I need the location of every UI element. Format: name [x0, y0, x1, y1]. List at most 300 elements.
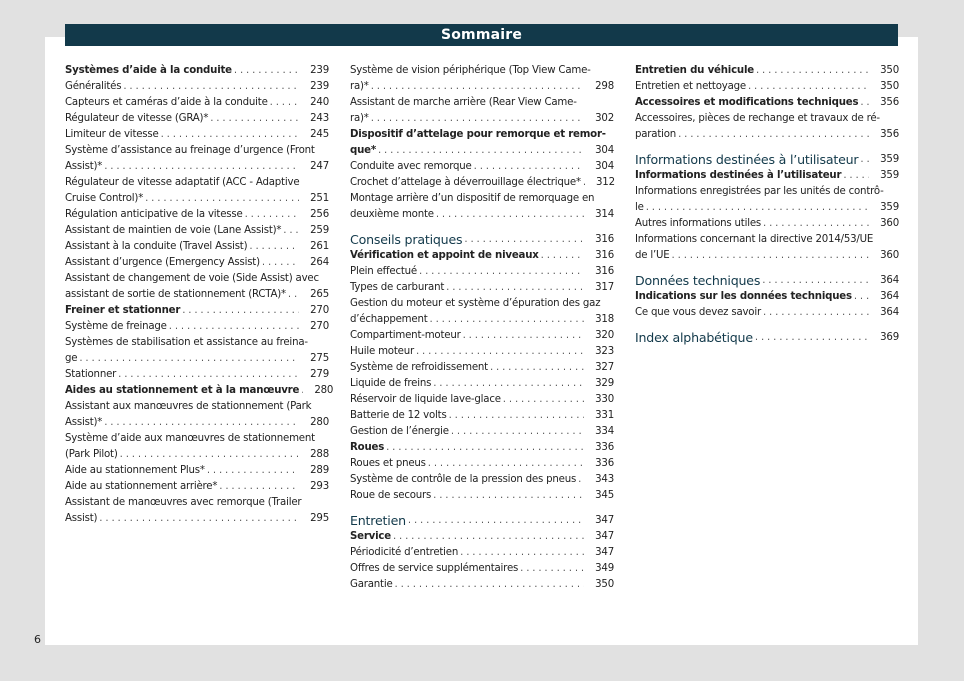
toc-page-number: 330 — [595, 394, 614, 405]
toc-page-number: 261 — [310, 241, 329, 252]
toc-entry-line — [635, 305, 899, 321]
dot-leader — [369, 111, 584, 127]
toc-entry-line — [65, 351, 329, 367]
dot-leader — [406, 513, 584, 529]
toc-entry[interactable] — [65, 255, 329, 271]
toc-entry[interactable] — [350, 191, 614, 223]
toc-entry-text: Système de vision périphérique (Top View Came- — [350, 65, 591, 76]
toc-entry[interactable] — [350, 159, 614, 175]
toc-entry-text: Assistant d’urgence (Emergency Assist) — [65, 257, 260, 268]
toc-entry-line — [65, 239, 329, 255]
toc-entry-text: Cruise Control)* — [65, 193, 144, 204]
toc-section-entry[interactable] — [635, 95, 899, 111]
toc-entry-text: Système de refroidissement — [350, 362, 488, 373]
toc-entry-line — [65, 383, 334, 399]
dot-leader — [462, 232, 584, 248]
dot-leader — [247, 239, 299, 255]
toc-page-number: 298 — [595, 81, 614, 92]
toc-section-entry[interactable] — [350, 127, 614, 159]
toc-page-number: 270 — [310, 305, 329, 316]
toc-entry-line — [635, 330, 899, 346]
toc-entry[interactable] — [350, 424, 614, 440]
dot-leader — [102, 159, 299, 175]
toc-entry-text: Informations destinées à l’utilisateur — [635, 170, 842, 181]
toc-page-number: 302 — [595, 113, 614, 124]
toc-entry-text: Système d’assistance au freinage d’urgence (Front — [65, 145, 315, 156]
toc-entry-line — [350, 95, 614, 111]
toc-entry-text: Roues et pneus — [350, 458, 426, 469]
toc-page-number: 239 — [310, 81, 329, 92]
toc-entry[interactable] — [65, 207, 329, 223]
toc-entry-line — [350, 127, 614, 143]
toc-entry[interactable] — [65, 335, 329, 367]
toc-entry-line — [65, 303, 329, 319]
toc-page-number: 245 — [310, 129, 329, 140]
toc-entry-line — [350, 264, 614, 280]
toc-entry[interactable] — [635, 232, 899, 264]
toc-entry-text: Généralités — [65, 81, 122, 92]
dot-leader — [753, 330, 869, 346]
toc-entry-text: Régulation anticipative de la vitesse — [65, 209, 243, 220]
toc-entry-line — [635, 232, 899, 248]
toc-page-number: 280 — [310, 417, 329, 428]
toc-page-number: 329 — [595, 378, 614, 389]
toc-chapter-heading[interactable] — [350, 232, 614, 248]
dot-leader — [761, 216, 869, 232]
toc-entry[interactable] — [65, 143, 329, 175]
toc-entry[interactable] — [350, 95, 614, 127]
toc-page-number: 270 — [310, 321, 329, 332]
toc-page-number: 345 — [595, 490, 614, 501]
dot-leader — [431, 488, 584, 504]
toc-entry[interactable] — [65, 399, 329, 431]
toc-entry-text: Dispositif d’attelage pour remorque et remor- — [350, 129, 606, 140]
toc-entry-line — [65, 79, 329, 95]
toc-entry-text: Batterie de 12 volts — [350, 410, 447, 421]
toc-entry-line — [65, 255, 329, 271]
toc-entry-text: Aide au stationnement arrière* — [65, 481, 218, 492]
toc-page-number: 312 — [596, 177, 615, 188]
toc-entry-text: Accessoires et modifications techniques — [635, 97, 859, 108]
toc-entry-line — [350, 545, 614, 561]
toc-page-number: 360 — [880, 218, 899, 229]
dot-leader — [472, 159, 584, 175]
toc-page-number: 336 — [595, 458, 614, 469]
toc-page-number: 364 — [880, 291, 899, 302]
toc-chapter-heading[interactable] — [350, 513, 614, 529]
toc-entry-text: Régulateur de vitesse adaptatif (ACC - Adaptive — [65, 177, 300, 188]
toc-entry-text: le — [635, 202, 644, 213]
toc-entry-text: paration — [635, 129, 677, 140]
toc-entry-text: ra)* — [350, 81, 369, 92]
toc-entry[interactable] — [635, 184, 899, 216]
toc-entry-line — [65, 111, 329, 127]
toc-entry-line — [65, 463, 329, 479]
toc-page-number: 264 — [310, 257, 329, 268]
toc-entry-line — [635, 289, 899, 305]
toc-page-number: 359 — [880, 202, 899, 213]
toc-entry-line — [350, 488, 614, 504]
toc-entry-text: deuxième monte — [350, 209, 434, 220]
dot-leader — [858, 95, 869, 111]
toc-entry[interactable] — [65, 367, 329, 383]
toc-entry-text: Vérification et appoint de niveaux — [350, 250, 539, 261]
toc-page-number: 316 — [595, 250, 614, 261]
toc-entry[interactable] — [350, 561, 614, 577]
toc-page-number: 240 — [310, 97, 329, 108]
toc-section-entry[interactable] — [635, 63, 899, 79]
toc-entry-text: Garantie — [350, 579, 393, 590]
toc-page-number: 359 — [880, 154, 899, 165]
toc-page-number: 259 — [310, 225, 329, 236]
dot-leader — [447, 408, 584, 424]
dot-leader — [414, 344, 584, 360]
toc-page-number: 347 — [595, 547, 614, 558]
toc-entry[interactable] — [65, 79, 329, 95]
toc-entry[interactable] — [350, 360, 614, 376]
toc-entry-text: Informations enregistrées par les unités de contrô- — [635, 186, 884, 197]
dot-leader — [286, 287, 299, 303]
toc-page-number: 251 — [310, 193, 329, 204]
toc-entry-line — [65, 191, 329, 207]
dot-leader — [243, 207, 299, 223]
toc-entry-line — [65, 399, 329, 415]
toc-entry-line — [65, 415, 329, 431]
toc-page-number: 364 — [880, 307, 899, 318]
dot-leader — [444, 280, 584, 296]
dot-leader — [539, 248, 584, 264]
toc-page-number: 350 — [880, 65, 899, 76]
dot-leader — [143, 191, 299, 207]
dot-leader — [384, 440, 584, 456]
toc-entry-text: Montage arrière d’un dispositif de remorquage en — [350, 193, 595, 204]
toc-entry[interactable] — [65, 271, 329, 303]
toc-entry-text: Système de freinage — [65, 321, 167, 332]
toc-entry-line — [635, 95, 899, 111]
toc-entry-text: Assistant aux manœuvres de stationnement (Park — [65, 401, 312, 412]
toc-section-entry[interactable] — [65, 383, 334, 399]
toc-entry-text: Offres de service supplémentaires — [350, 563, 519, 574]
page-title-banner: Sommaire — [65, 24, 898, 46]
dot-leader — [428, 312, 584, 328]
dot-leader — [205, 463, 299, 479]
toc-entry-line — [350, 577, 614, 593]
toc-entry-line — [635, 111, 899, 127]
dot-leader — [501, 392, 584, 408]
toc-entry[interactable] — [635, 79, 899, 95]
dot-leader — [376, 143, 584, 159]
toc-entry-line — [350, 312, 614, 328]
dot-leader — [102, 415, 299, 431]
toc-entry-text: Conseils pratiques — [350, 232, 463, 247]
toc-entry-text: Assistant de manœuvres avec remorque (Trailer — [65, 497, 302, 508]
toc-chapter-heading[interactable] — [635, 330, 899, 346]
toc-entry[interactable] — [65, 223, 329, 239]
toc-entry-text: Informations destinées à l’utilisateur — [635, 152, 859, 167]
toc-entry-text: Gestion de l’énergie — [350, 426, 449, 437]
toc-entry-text: Système d’aide aux manœuvres de stationnement — [65, 433, 315, 444]
toc-entry-line — [65, 207, 329, 223]
toc-entry-line — [65, 447, 329, 463]
toc-entry-line — [350, 360, 614, 376]
toc-entry-line — [65, 271, 329, 287]
dot-leader — [417, 264, 584, 280]
toc-entry[interactable] — [65, 495, 329, 527]
toc-entry-text: Roue de secours — [350, 490, 432, 501]
toc-page-number: 275 — [310, 353, 329, 364]
toc-column-1 — [65, 63, 334, 527]
toc-page-number: 295 — [310, 513, 329, 524]
toc-entry[interactable] — [350, 63, 614, 95]
toc-entry-line — [635, 63, 899, 79]
toc-entry[interactable] — [350, 175, 614, 191]
toc-entry-text: Assistant à la conduite (Travel Assist) — [65, 241, 248, 252]
dot-leader — [391, 529, 584, 545]
toc-page-number: 334 — [595, 426, 614, 437]
toc-entry-line — [65, 175, 329, 191]
toc-entry-line — [350, 159, 614, 175]
toc-entry-text: Réservoir de liquide lave-glace — [350, 394, 501, 405]
page-number: 6 — [34, 633, 41, 646]
toc-entry[interactable] — [350, 545, 614, 561]
toc-entry-text: Huile moteur — [350, 346, 414, 357]
toc-entry-line — [350, 529, 614, 545]
toc-entry-text: de l’UE — [635, 250, 670, 261]
toc-chapter-heading[interactable] — [635, 152, 899, 168]
toc-entry-text: Informations concernant la directive 2014/53/UE — [635, 234, 874, 245]
toc-page-number: 304 — [595, 161, 614, 172]
toc-entry-line — [350, 191, 614, 207]
toc-entry[interactable] — [65, 463, 329, 479]
toc-entry-text: Accessoires, pièces de rechange et travaux de ré- — [635, 113, 880, 124]
toc-page-number: 293 — [310, 481, 329, 492]
toc-entry-text: Entretien — [350, 513, 406, 528]
dot-leader — [180, 303, 299, 319]
toc-entry[interactable] — [635, 111, 899, 143]
toc-entry-text: assistant de sortie de stationnement (RCTA)* — [65, 289, 286, 300]
toc-entry-line — [350, 111, 614, 127]
dot-leader — [77, 351, 299, 367]
toc-entry-line — [350, 248, 614, 264]
toc-entry-text: Assistant de marche arrière (Rear View Came- — [350, 97, 577, 108]
toc-entry-line — [635, 168, 899, 184]
toc-entry-text: Systèmes de stabilisation et assistance au freina- — [65, 337, 308, 348]
toc-entry-line — [65, 431, 329, 447]
toc-entry[interactable] — [350, 472, 614, 488]
toc-entry-text: Compartiment-moteur — [350, 330, 461, 341]
toc-entry[interactable] — [65, 127, 329, 143]
toc-entry[interactable] — [65, 95, 329, 111]
toc-entry[interactable] — [65, 319, 329, 335]
dot-leader — [268, 95, 299, 111]
dot-leader — [116, 367, 299, 383]
toc-entry-text: Capteurs et caméras d’aide à la conduite — [65, 97, 268, 108]
toc-entry[interactable] — [350, 488, 614, 504]
toc-entry-line — [65, 127, 329, 143]
toc-entry-line — [65, 287, 329, 303]
toc-page-number: 318 — [595, 314, 614, 325]
dot-leader — [97, 511, 299, 527]
dot-leader — [760, 273, 869, 289]
toc-entry-line — [635, 152, 899, 168]
toc-page-number: 347 — [595, 531, 614, 542]
toc-page-number: 369 — [880, 332, 899, 343]
dot-leader — [852, 289, 869, 305]
toc-entry-line — [65, 495, 329, 511]
toc-column-2 — [350, 63, 614, 593]
toc-section-entry[interactable] — [350, 440, 614, 456]
toc-entry-line — [350, 424, 614, 440]
toc-entry-line — [65, 63, 329, 79]
toc-entry-line — [350, 440, 614, 456]
toc-entry-text: Aide au stationnement Plus* — [65, 465, 205, 476]
toc-page-number: 347 — [595, 515, 614, 526]
toc-entry-line — [65, 319, 329, 335]
toc-page-number: 350 — [595, 579, 614, 590]
dot-leader — [159, 127, 299, 143]
toc-entry[interactable] — [350, 264, 614, 280]
toc-entry-text: que* — [350, 145, 376, 156]
dot-leader — [167, 319, 299, 335]
toc-entry[interactable] — [350, 408, 614, 424]
toc-page-number: 356 — [880, 97, 899, 108]
toc-entry-text: Limiteur de vitesse — [65, 129, 159, 140]
toc-entry-line — [350, 328, 614, 344]
toc-entry-line — [350, 207, 614, 223]
dot-leader — [434, 207, 584, 223]
toc-page-number: 316 — [595, 234, 614, 245]
toc-entry-text: d’échappement — [350, 314, 428, 325]
dot-leader — [518, 561, 584, 577]
toc-page-number: 304 — [595, 145, 614, 156]
toc-entry-text: Autres informations utiles — [635, 218, 762, 229]
toc-entry-line — [350, 472, 614, 488]
toc-entry[interactable] — [350, 376, 614, 392]
toc-entry[interactable] — [65, 111, 329, 127]
dot-leader — [232, 63, 299, 79]
toc-entry-text: Roues — [350, 442, 385, 453]
toc-entry[interactable] — [350, 344, 614, 360]
toc-entry-text: Périodicité d’entretien — [350, 547, 459, 558]
toc-entry-line — [350, 175, 614, 191]
toc-entry-line — [635, 216, 899, 232]
toc-entry-line — [635, 79, 899, 95]
toc-page-number: 279 — [310, 369, 329, 380]
toc-entry-text: Types de carburant — [350, 282, 445, 293]
toc-entry-line — [350, 456, 614, 472]
toc-entry[interactable] — [350, 392, 614, 408]
toc-entry-line — [65, 159, 329, 175]
toc-section-entry[interactable] — [350, 529, 614, 545]
dot-leader — [746, 79, 869, 95]
toc-column-3 — [635, 63, 899, 346]
dot-leader — [458, 545, 584, 561]
toc-entry-line — [350, 296, 614, 312]
toc-page-number: 243 — [310, 113, 329, 124]
toc-entry-text: Crochet d’attelage à déverrouillage électrique* — [350, 177, 581, 188]
toc-entry-text: Conduite avec remorque — [350, 161, 472, 172]
toc-entry[interactable] — [350, 456, 614, 472]
toc-page-number: 327 — [595, 362, 614, 373]
toc-entry[interactable] — [65, 479, 329, 495]
toc-entry-text: Plein effectué — [350, 266, 417, 277]
toc-entry-line — [350, 392, 614, 408]
toc-entry[interactable] — [350, 577, 614, 593]
dot-leader — [121, 79, 299, 95]
toc-entry-line — [350, 561, 614, 577]
toc-entry-text: Assist)* — [65, 161, 103, 172]
toc-page-number: 317 — [595, 282, 614, 293]
toc-entry[interactable] — [635, 216, 899, 232]
toc-entry-line — [65, 479, 329, 495]
toc-page-number: 364 — [880, 275, 899, 286]
toc-entry-text: Freiner et stationner — [65, 305, 181, 316]
toc-entry[interactable] — [350, 328, 614, 344]
toc-entry-text: Index alphabétique — [635, 330, 753, 345]
toc-entry-line — [350, 344, 614, 360]
toc-entry-text: Liquide de freins — [350, 378, 432, 389]
toc-page-number: 323 — [595, 346, 614, 357]
dot-leader — [461, 328, 584, 344]
toc-entry[interactable] — [350, 280, 614, 296]
toc-page-number: 314 — [595, 209, 614, 220]
toc-entry[interactable] — [65, 175, 329, 207]
toc-section-entry[interactable] — [635, 168, 899, 184]
toc-entry-text: Entretien du véhicule — [635, 65, 754, 76]
toc-entry[interactable] — [350, 296, 614, 328]
toc-chapter-heading[interactable] — [635, 273, 899, 289]
toc-entry[interactable] — [65, 431, 329, 463]
toc-page-number: 280 — [314, 385, 334, 396]
toc-page-number: 265 — [310, 289, 329, 300]
dot-leader — [426, 456, 584, 472]
dot-leader — [217, 479, 299, 495]
toc-entry-text: Ce que vous devez savoir — [635, 307, 761, 318]
toc-entry-line — [65, 367, 329, 383]
toc-page-number: 336 — [595, 442, 614, 453]
toc-section-entry[interactable] — [65, 303, 329, 319]
toc-entry-text: Aides au stationnement et à la manœuvre — [65, 385, 300, 396]
toc-entry-line — [350, 376, 614, 392]
toc-page-number: 359 — [880, 170, 899, 181]
toc-section-entry[interactable] — [350, 248, 614, 264]
toc-entry[interactable] — [635, 305, 899, 321]
toc-entry-text: Gestion du moteur et système d’épuration des gaz — [350, 298, 601, 309]
dot-leader — [761, 305, 869, 321]
toc-section-entry[interactable] — [635, 289, 899, 305]
toc-entry-line — [635, 248, 899, 264]
toc-entry-line — [350, 232, 614, 248]
toc-entry-text: Assist) — [65, 513, 98, 524]
toc-page-number: 320 — [595, 330, 614, 341]
toc-entry-line — [635, 200, 899, 216]
toc-entry-line — [350, 63, 614, 79]
toc-entry[interactable] — [65, 239, 329, 255]
toc-page-number: 316 — [595, 266, 614, 277]
toc-entry-line — [350, 408, 614, 424]
toc-entry-line — [350, 143, 614, 159]
dot-leader — [393, 577, 584, 593]
toc-page-number: 343 — [595, 474, 614, 485]
toc-entry-text: ge — [65, 353, 78, 364]
toc-entry-line — [65, 95, 329, 111]
dot-leader — [208, 111, 299, 127]
dot-leader — [670, 248, 869, 264]
toc-section-entry[interactable] — [65, 63, 329, 79]
dot-leader — [644, 200, 869, 216]
dot-leader — [369, 79, 584, 95]
toc-entry-line — [350, 280, 614, 296]
